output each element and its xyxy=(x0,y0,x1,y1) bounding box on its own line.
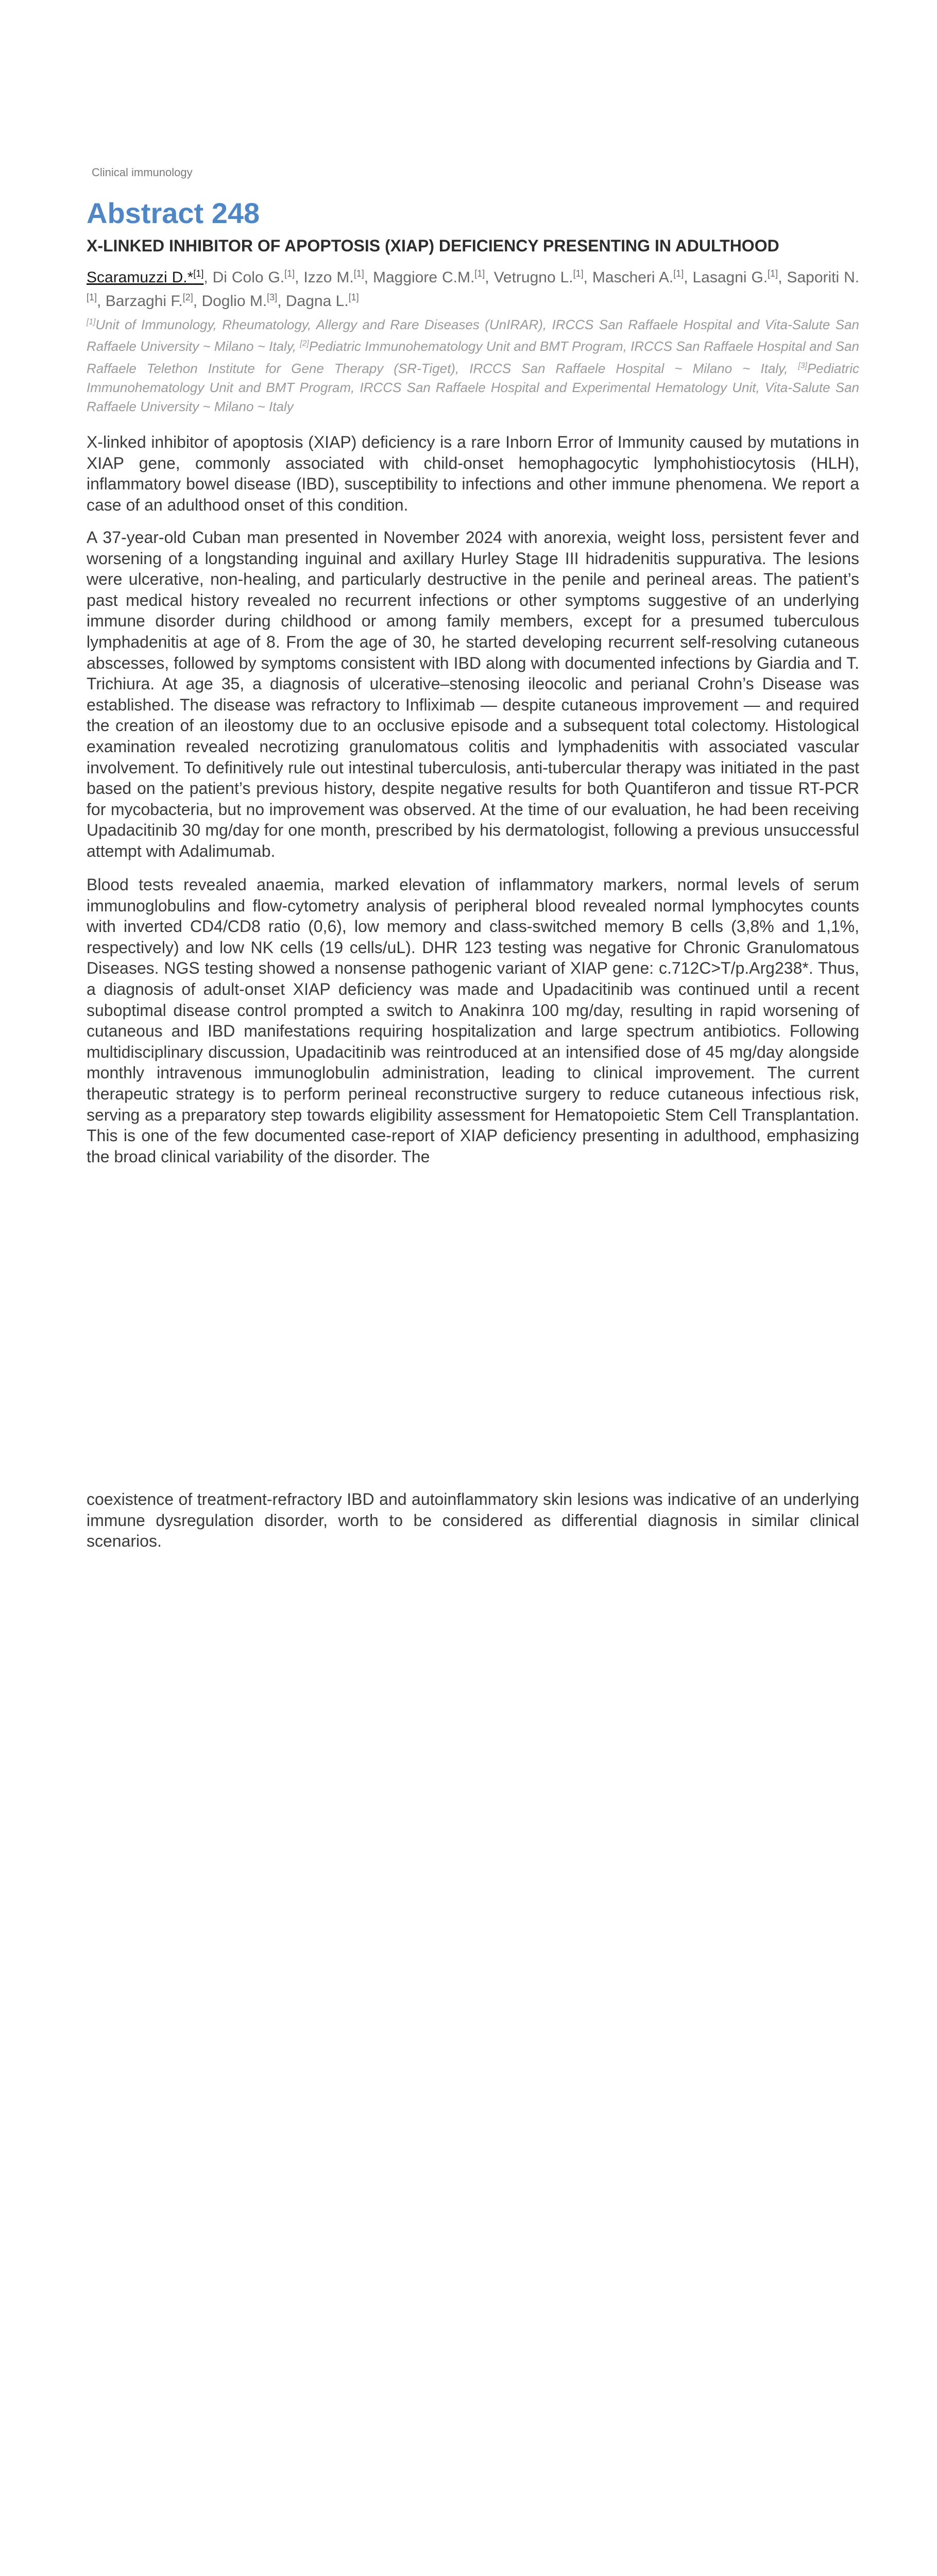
body-paragraph-findings: Blood tests revealed anaemia, marked elevation of inflammatory markers, normal levels of serum immunoglobulins and flow-cytometry analysis of peripheral blood revealed normal lymphocytes counts with inverted CD4/CD8 ratio (0,6), low memory and class-switched memory B cells (3,8% and 1,1%, respectively) and low NK cells (19 cells/uL). DHR 123 testing was negative for Chronic Granulomatous Diseases. NGS testing showed a nonsense pathogenic variant of XIAP gene: c.712C>T/p.Arg238*. Thus, a diagnosis of adult-onset XIAP deficiency was made and Upadacitinib was continued until a recent suboptimal disease control prompted a switch to Anakinra 100 mg/day, resulting in rapid worsening of cutaneous and IBD manifestations requiring hospitalization and large spectrum antibiotics. Following multidisciplinary discussion, Upadacitinib was reintroduced at an intensified dose of 45 mg/day alongside monthly intravenous immunoglobulin administration, leading to clinical improvement. The current therapeutic strategy is to perform perineal reconstructive surgery to reduce cutaneous infectious risk, serving as a preparatory step towards eligibility assessment for Hematopoietic Stem Cell Transplantation. This is one of the few documented case-report of XIAP deficiency presenting in adulthood, emphasizing the broad clinical variability of the disorder. The xyxy=(87,875,859,1166)
author: Dagna L.[1] xyxy=(285,292,359,310)
author-list: Scaramuzzi D.*[1], Di Colo G.[1], Izzo M.[1], Maggiore C.M.[1], Vetrugno L.[1], Mascheri A.[1], Lasagni G.[1], Saporiti N.[1], Barzaghi F.[2], Doglio M.[3], Dagna L.[1] xyxy=(87,268,860,310)
presenting-author-name: Scaramuzzi D.* xyxy=(87,269,194,286)
author: Saporiti N.[1] xyxy=(87,269,860,302)
author: Vetrugno L.[1] xyxy=(493,268,584,286)
author: Lasagni G.[1] xyxy=(692,268,778,286)
author: Barzaghi F.[2] xyxy=(105,292,193,310)
body-paragraph-conclusion: coexistence of treatment-refractory IBD and autoinflammatory skin lesions was indicative of an underlying immune dysregulation disorder, worth to be considered as differential diagnosis in similar clinical scenarios. xyxy=(87,1490,859,1551)
author: Doglio M.[3] xyxy=(201,292,278,310)
affiliation-list xyxy=(87,312,859,416)
author: Mascheri A.[1] xyxy=(592,268,684,286)
affiliation: [1]Unit of Immunology, Rheumatology, Allergy and Rare Diseases (UnIRAR), IRCCS San Raffaele Hospital and Vita-Salute San Raffaele University ~ Milano ~ Italy, xyxy=(87,316,859,354)
author: Di Colo G.[1] xyxy=(212,268,295,286)
affiliation: [3]Pediatric Immunohematology Unit and BMT Program, IRCCS San Raffaele Hospital and Experimental Hematology Unit, Vita-Salute San Raffaele University ~ Milano ~ Italy xyxy=(87,360,859,414)
presenting-author xyxy=(87,269,203,286)
abstract-title: X-LINKED INHIBITOR OF APOPTOSIS (XIAP) DEFICIENCY PRESENTING IN ADULTHOOD xyxy=(87,236,779,255)
author: Izzo M.[1] xyxy=(303,268,364,286)
affiliation: [2]Pediatric Immunohematology Unit and BMT Program, IRCCS San Raffaele Hospital and San Raffaele Telethon Institute for Gene Therapy (SR-Tiget), IRCCS San Raffaele Hospital ~ Milano ~ Italy, xyxy=(87,338,860,376)
section-label: Clinical immunology xyxy=(92,166,193,179)
body-paragraph-case: A 37-year-old Cuban man presented in November 2024 with anorexia, weight loss, persistent fever and worsening of a longstanding inguinal and axillary Hurley Stage III hidradenitis suppurativa. The lesions were ulcerative, non-healing, and particularly destructive in the penile and perineal areas. The patient’s past medical history revealed no recurrent infections or other symptoms suggestive of an underlying immune disorder during childhood or among family members, except for a presumed tuberculous lymphadenitis at age of 8. From the age of 30, he started developing recurrent self-resolving cutaneous abscesses, followed by symptoms consistent with IBD along with documented infections by Giardia and T. Trichiura. At age 35, a diagnosis of ulcerative–stenosing ileocolic and perianal Crohn’s Disease was established. The disease was refractory to Infliximab — despite cutaneous improvement — and required the creation of an ileostomy due to an occlusive episode and a subsequent total colectomy. Histological examination revealed necrotizing granulomatous colitis and lymphadenitis with associated vascular involvement. To definitively rule out intestinal tuberculosis, anti-tubercular therapy was initiated in the past based on the patient’s previous history, despite negative results for both Quantiferon and tissue RT-PCR for mycobacteria, but no improvement was observed. At the time of our evaluation, he had been receiving Upadacitinib 30 mg/day for one month, prescribed by his dermatologist, following a previous unsuccessful attempt with Adalimumab. xyxy=(87,528,859,860)
author: Maggiore C.M.[1] xyxy=(372,268,485,286)
body-paragraph-intro: X-linked inhibitor of apoptosis (XIAP) deficiency is a rare Inborn Error of Immunity caused by mutations in XIAP gene, commonly associated with child-onset hemophagocytic lymphohistiocytosis (HLH), inflammatory bowel disease (IBD), susceptibility to infections and other immune phenomena. We report a case of an adulthood onset of this condition. xyxy=(87,433,859,514)
abstract-number: Abstract 248 xyxy=(87,197,260,229)
presenting-author-affiliation: [1] xyxy=(193,268,204,279)
